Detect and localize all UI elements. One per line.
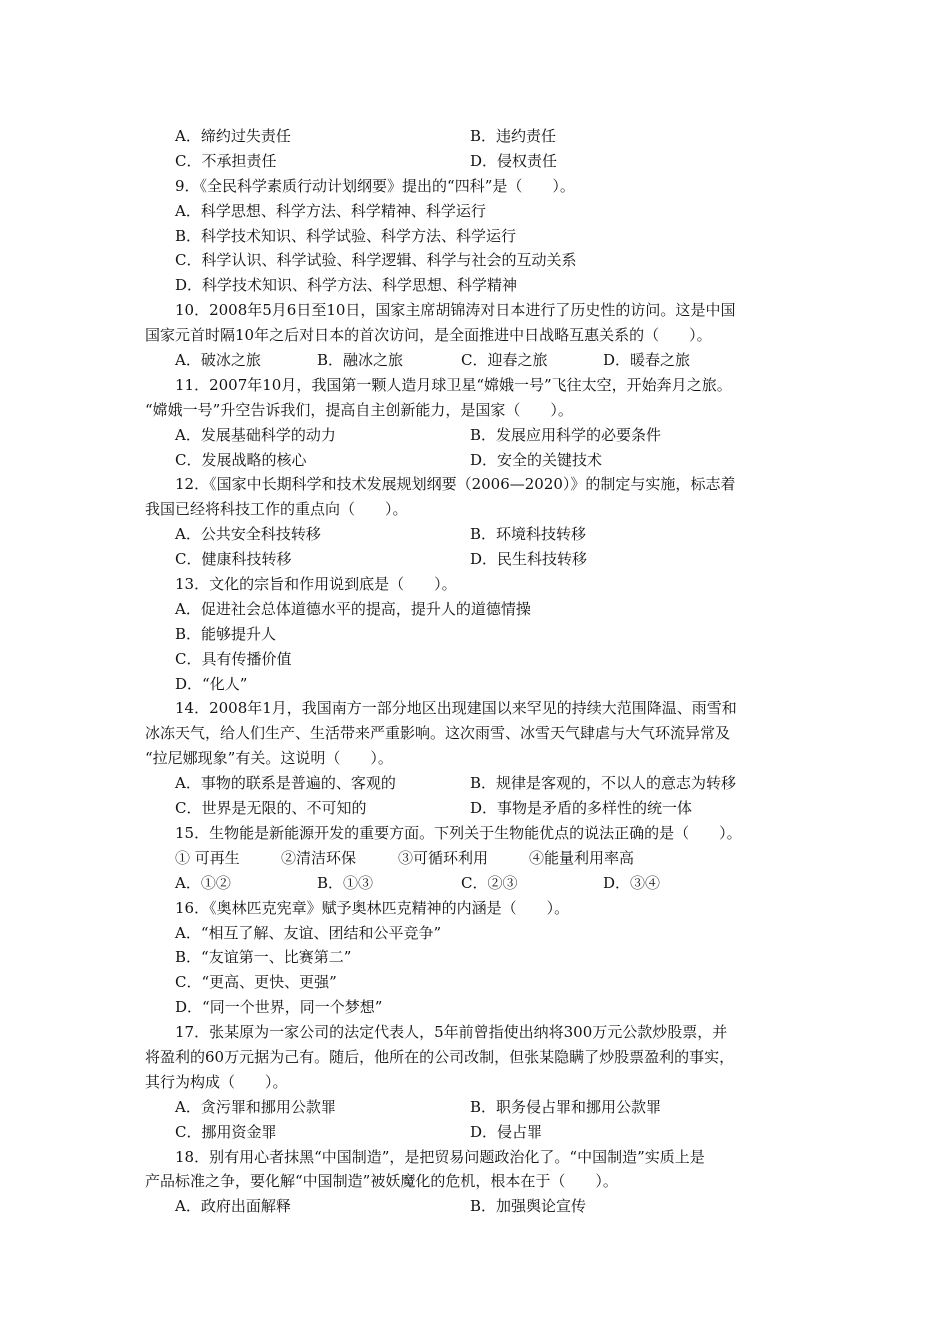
q15-option-c: C．②③ (461, 873, 518, 892)
q13-option-d: D．“化人” (175, 674, 248, 693)
q8-option-c: C．不承担责任 (175, 151, 277, 170)
q18-option-a: A．政府出面解释 (175, 1197, 291, 1216)
question-17-stem-line-1: 17．张某原为一家公司的法定代表人，5年前曾指使出纳将300万元公款炒股票，并 (175, 1023, 728, 1042)
q14-option-a: A．事物的联系是普遍的、客观的 (175, 774, 396, 793)
q8-option-d: D．侵权责任 (470, 151, 558, 170)
q9-option-c: C．科学认识、科学试验、科学逻辑、科学与社会的互动关系 (175, 251, 577, 270)
q15-option-d: D．③④ (603, 873, 661, 892)
question-15-items (145, 846, 810, 871)
q8-option-b: B．违约责任 (470, 127, 557, 145)
question-16-stem: 16．《奥林匹克宪章》赋予奥林匹克精神的内涵是（ ）。 (175, 898, 570, 917)
q17-option-a: A．贪污罪和挪用公款罪 (175, 1097, 336, 1116)
q11-option-b: B．发展应用科学的必要条件 (470, 425, 662, 444)
question-11-options-row-2 (145, 448, 810, 473)
q13-option-b: B．能够提升人 (175, 624, 277, 643)
q11-option-a: A．发展基础科学的动力 (175, 425, 336, 444)
q10-option-c: C．迎春之旅 (461, 351, 548, 370)
q11-option-c: C．发展战略的核心 (175, 450, 307, 469)
question-11-stem-line-1: 11．2007年10月，我国第一颗人造月球卫星“嫦娥一号”飞往太空，开始奔月之旅。 (175, 375, 732, 394)
q17-option-b: B．职务侵占罪和挪用公款罪 (470, 1097, 662, 1116)
question-18-stem-line-1: 18．别有用心者抹黑“中国制造”，是把贸易问题政治化了。“中国制造”实质上是 (175, 1147, 705, 1166)
question-18-options-row-1 (145, 1194, 810, 1219)
question-17-stem-line-3: 其行为构成（ ）。 (145, 1072, 288, 1091)
question-13-stem: 13．文化的宗旨和作用说到底是（ ）。 (175, 575, 457, 594)
exam-content (145, 124, 810, 1219)
q13-option-c: C．具有传播价值 (175, 649, 292, 668)
q9-option-a: A．科学思想、科学方法、科学精神、科学运行 (175, 201, 486, 220)
q15-item-3: ③可循环利用 (398, 848, 489, 867)
q18-option-b: B．加强舆论宣传 (470, 1197, 587, 1216)
q16-option-d: D．“同一个世界，同一个梦想” (175, 998, 383, 1017)
q12-option-b: B．环境科技转移 (470, 525, 587, 544)
q10-option-b: B．融冰之旅 (317, 351, 404, 370)
question-17-stem-line-2: 将盈利的60万元据为己有。随后，他所在的公司改制，但张某隐瞒了炒股票盈利的事实， (145, 1047, 735, 1066)
q17-option-d: D．侵占罪 (470, 1122, 543, 1141)
q15-item-1: ① 可再生 (175, 848, 240, 867)
question-9-stem: 9．《全民科学素质行动计划纲要》提出的“四科”是（ ）。 (175, 176, 575, 195)
question-14-stem-line-1: 14．2008年1月，我国南方一部分地区出现建国以来罕见的持续大范围降温、雨雪和 (175, 699, 737, 718)
q15-item-4: ④能量利用率高 (529, 848, 635, 867)
question-14-options-row-1 (145, 771, 810, 796)
q16-option-a: A．“相互了解、友谊、团结和公平竞争” (175, 923, 442, 942)
q12-option-d: D．民生科技转移 (470, 550, 588, 569)
q15-option-b: B．①③ (317, 873, 374, 892)
q13-option-a: A．促进社会总体道德水平的提高，提升人的道德情操 (175, 599, 531, 618)
question-11-options-row-1 (145, 423, 810, 448)
q9-option-b: B．科学技术知识、科学试验、科学方法、科学运行 (175, 226, 517, 245)
q12-option-c: C．健康科技转移 (175, 550, 292, 569)
q15-item-2: ②清洁环保 (281, 848, 357, 867)
q9-option-d: D．科学技术知识、科学方法、科学思想、科学精神 (175, 276, 518, 295)
question-17-options-row-2 (145, 1120, 810, 1145)
question-18-stem-line-2: 产品标准之争，要化解“中国制造”被妖魔化的危机，根本在于（ ）。 (145, 1172, 618, 1191)
question-14-options-row-2 (145, 796, 810, 821)
q8-option-a: A．缔约过失责任 (175, 127, 291, 145)
q14-option-d: D．事物是矛盾的多样性的统一体 (470, 799, 693, 818)
question-14-stem-line-3: “拉尼娜现象”有关。这说明（ ）。 (145, 749, 393, 768)
question-17-options-row-1 (145, 1095, 810, 1120)
q14-option-b: B．规律是客观的，不以人的意志为转移 (470, 774, 737, 793)
q12-option-a: A．公共安全科技转移 (175, 525, 321, 544)
question-8-options-row-1 (145, 124, 810, 149)
q14-option-c: C．世界是无限的、不可知的 (175, 799, 367, 818)
q10-option-a: A．破冰之旅 (175, 351, 261, 370)
question-14-stem-line-2: 冰冻天气，给人们生产、生活带来严重影响。这次雨雪、冰雪天气肆虐与大气环流异常及 (145, 724, 731, 743)
question-12-options-row-2 (145, 547, 810, 572)
question-11-stem-line-2: “嫦娥一号”升空告诉我们，提高自主创新能力，是国家（ ）。 (145, 400, 573, 419)
question-10-stem-line-1: 10．2008年5月6日至10日，国家主席胡锦涛对日本进行了历史性的访问。这是中国 (175, 301, 736, 320)
question-15-options (145, 871, 810, 896)
question-12-options-row-1 (145, 522, 810, 547)
q11-option-d: D．安全的关键技术 (470, 450, 603, 469)
q16-option-b: B．“友谊第一、比赛第二” (175, 948, 352, 967)
question-12-stem-line-1: 12．《国家中长期科学和技术发展规划纲要（2006—2020）》的制定与实施，标志着 (175, 475, 736, 494)
q15-option-a: A．①② (175, 873, 231, 892)
question-15-stem: 15．生物能是新能源开发的重要方面。下列关于生物能优点的说法正确的是（ ）。 (175, 823, 742, 842)
q10-option-d: D．暖春之旅 (603, 351, 691, 370)
question-12-stem-line-2: 我国已经将科技工作的重点向（ ）。 (145, 500, 408, 519)
question-10-options (145, 348, 810, 373)
question-10-stem-line-2: 国家元首时隔10年之后对日本的首次访问，是全面推进中日战略互惠关系的（ ）。 (145, 326, 712, 345)
question-8-options-row-2 (145, 149, 810, 174)
q16-option-c: C．“更高、更快、更强” (175, 973, 337, 992)
q17-option-c: C．挪用资金罪 (175, 1122, 277, 1141)
